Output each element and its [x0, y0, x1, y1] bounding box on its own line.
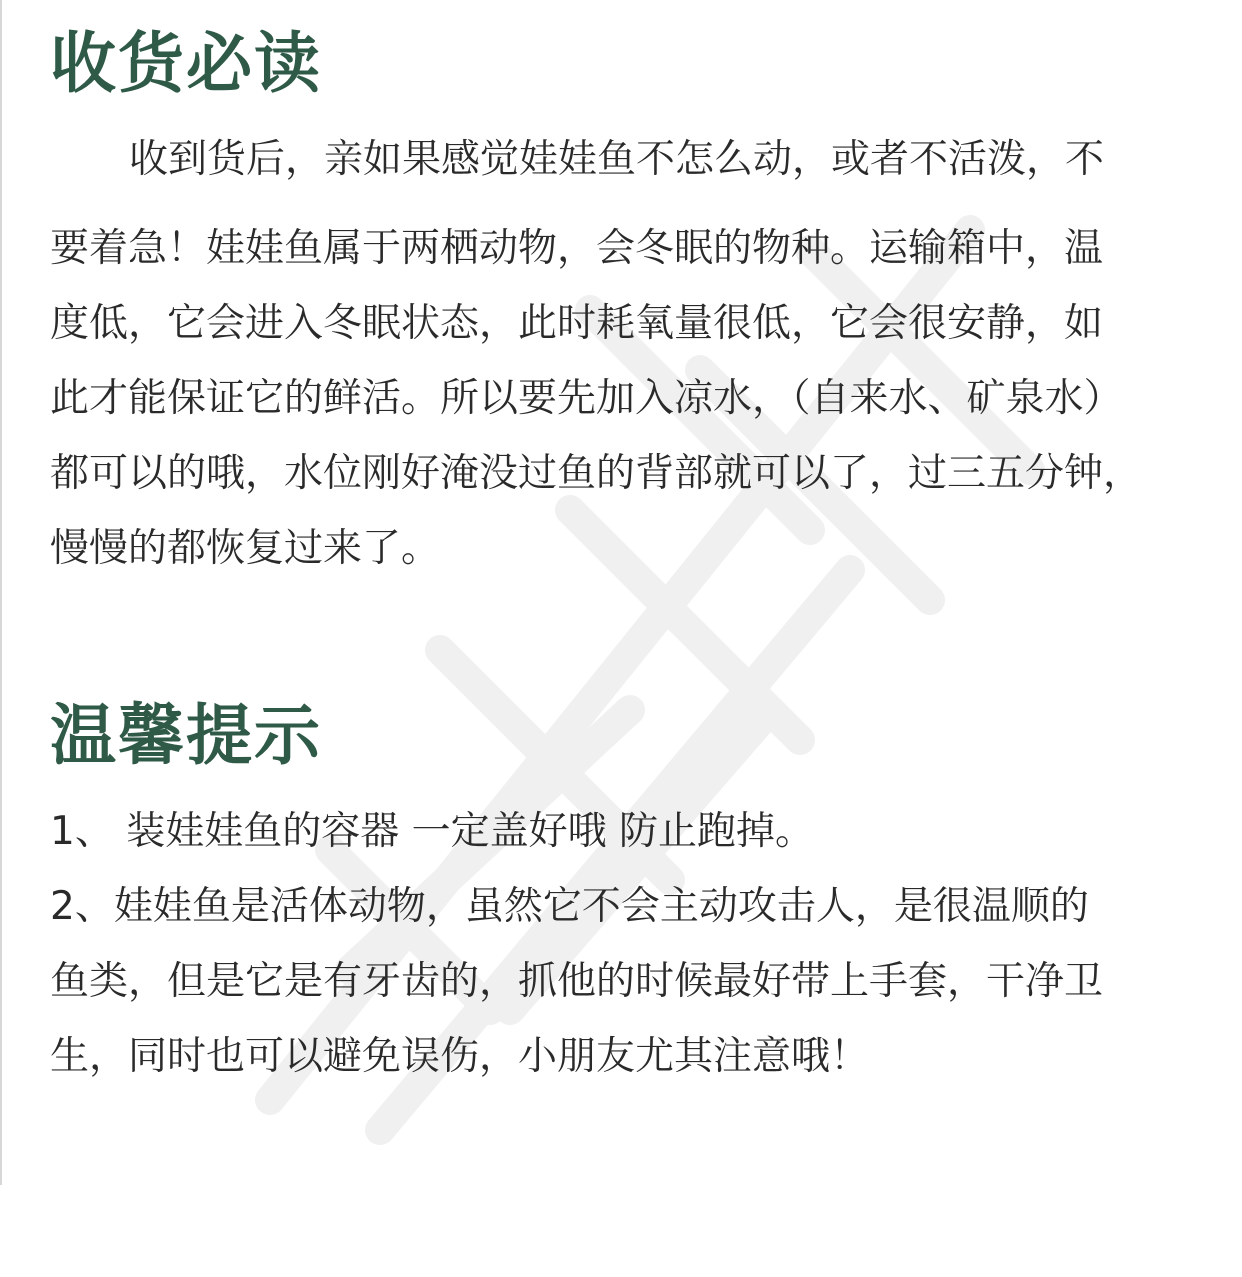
notice-heading: 收货必读: [50, 25, 322, 102]
tip-item: 生，同时也可以避免误伤，小朋友尤其注意哦！: [50, 1034, 870, 1079]
notice-line: 度低，它会进入冬眠状态，此时耗氧量很低，它会很安静，如: [50, 301, 1104, 346]
notice-line: 都可以的哦，水位刚好淹没过鱼的背部就可以了，过三五分钟，: [50, 451, 1143, 496]
tip-item: 1、 装娃娃鱼的容器 一定盖好哦 防止跑掉。: [50, 809, 815, 854]
tips-heading: 温馨提示: [50, 697, 322, 774]
notice-paragraph: [50, 122, 1142, 586]
notice-line: 慢慢的都恢复过来了。: [50, 526, 441, 571]
notice-line: 收到货后，亲如果感觉娃娃鱼不怎么动，或者不活泼，不: [129, 137, 1105, 182]
tip-item: 2、娃娃鱼是活体动物，虽然它不会主动攻击人，是很温顺的: [50, 884, 1089, 929]
tips-list: [50, 794, 1103, 1094]
notice-line: 此才能保证它的鲜活。所以要先加入凉水，（自来水、矿泉水）: [50, 376, 1123, 421]
notice-line: 要着急！娃娃鱼属于两栖动物，会冬眠的物种。运输箱中，温: [50, 226, 1104, 271]
tip-item: 鱼类，但是它是有牙齿的，抓他的时候最好带上手套，干净卫: [50, 959, 1104, 1004]
